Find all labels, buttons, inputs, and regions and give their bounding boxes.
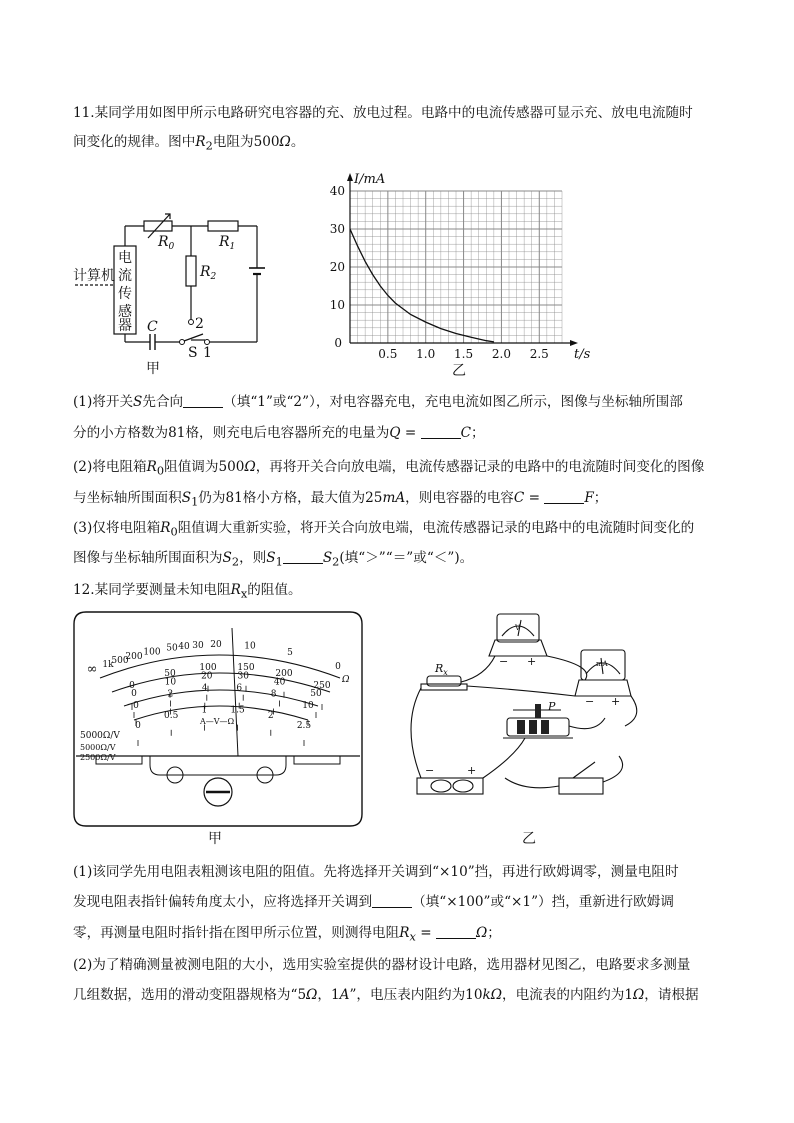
voltmeter-plus: + [527, 655, 537, 668]
voltmeter-label: V [515, 624, 521, 632]
x-axis-arrow [570, 340, 578, 346]
meter-10-scale-label: 6 [236, 683, 243, 694]
meter-10-scale-label: 8 [270, 689, 277, 700]
meter-250-scale-label: 250 [313, 681, 331, 691]
meter-50-scale-label: 50 [310, 689, 322, 699]
battery-minus: − [425, 764, 435, 777]
meter-2.5-scale-label: 2 [267, 710, 274, 721]
meter-10-scale-label: 4 [201, 683, 208, 694]
x-tick-label: 1.5 [454, 347, 474, 361]
meter-ohm-scale-label: 10 [244, 641, 256, 652]
q12-part1-line3: 零，再测量电阻时指针指在图甲所示位置，则测得电阻$R_x = \Omega$； [73, 925, 501, 944]
q11-part3-line1: (3)仅将电阻箱$R_0$阻值调大重新实验，将开关合向放电端，电流传感器记录的电路中的电流随时间变化的 [73, 520, 695, 539]
meter-50-scale-label: 40 [273, 677, 286, 688]
computer-label: 计算机 [73, 268, 115, 284]
meter-50-scale-label: 0 [131, 689, 137, 699]
meter-left-label-1: 5000Ω/V [80, 731, 120, 741]
sensor-char-5: 器 [118, 318, 132, 334]
answer-blank-3[interactable] [544, 489, 584, 504]
r2-label: $R_2$ [200, 264, 217, 282]
x-tick-label: 0.5 [378, 347, 398, 361]
meter-2.5-scale-label: 0.5 [164, 710, 179, 721]
x-axis-label: t/s [574, 347, 591, 362]
meter-250-scale-label: 150 [237, 662, 255, 673]
q12-part1-line2: 发现电阻表指针偏转角度太小，应将选择开关调到 （填“×100”或“×1”）挡，重新进行欧姆调 [73, 894, 674, 910]
r1-label: $R_1$ [219, 234, 236, 252]
battery-plus: + [467, 764, 477, 777]
q12-apparatus-diagram [405, 606, 645, 806]
q11-part1-line1: (1)将开关S先合向 （填“1”或“2”），对电容器充电，充电电流如图乙所示，图像与坐标轴所围部 [73, 394, 683, 410]
meter-ohm-scale-label: 200 [125, 651, 143, 662]
q12-stem: 12.某同学要测量未知电阻$R_x$的阻值。 [73, 582, 302, 601]
sensor-char-4: 感 [118, 304, 132, 320]
meter-2.5-scale-label: 0 [135, 721, 141, 731]
meter-250-scale-label: 0 [129, 681, 135, 691]
meter-ohm-unit: Ω [342, 675, 350, 685]
terminal-1-label: 1 [203, 345, 212, 361]
discharge-curve [350, 229, 494, 342]
meter-250-scale-label: 50 [164, 668, 176, 679]
voltmeter-minus: − [499, 655, 509, 668]
r0-label: $R_0$ [158, 234, 175, 252]
meter-10-scale-label: 0 [133, 701, 139, 711]
terminal-2-label: 2 [195, 316, 204, 332]
meter-10-scale-label: 2 [167, 689, 174, 700]
meter-2.5-scale-label: 2.5 [296, 721, 312, 731]
resistor-r2 [186, 256, 196, 286]
y-tick-label: 30 [329, 222, 345, 236]
q12-part2-line1: (2)为了精确测量被测电阻的大小，选用实验室提供的器材设计电路，选用器材见图乙，电路要求多测量 [73, 957, 691, 973]
q11-part2-line1: (2)将电阻箱$R_0$阻值调为500Ω，再将开关合向放电端，电流传感器记录的电路中的电流随时间变化的图像 [73, 459, 705, 478]
meter-50-scale-label: 30 [237, 671, 249, 682]
x-tick-label: 2.0 [491, 347, 511, 361]
resistor-r1 [208, 221, 238, 231]
capacitor-label: C [147, 319, 158, 335]
q11-stem-line1: 11.某同学用如图甲所示电路研究电容器的充、放电过程。电路中的电流传感器可显示充、放电电流随时 [73, 105, 693, 121]
answer-blank-2[interactable] [421, 424, 461, 439]
meter-250-scale-label: 100 [199, 662, 217, 673]
meter-2.5-scale-label: 1 [201, 705, 208, 716]
q11-caption-jia: 甲 [146, 361, 160, 377]
meter-ohm-scale-label: 20 [210, 640, 222, 650]
y-tick-label: 20 [329, 260, 345, 274]
ammeter-plus: + [611, 695, 621, 708]
origin-label: 0 [334, 336, 342, 350]
ammeter-minus: − [585, 695, 595, 708]
q11-circuit-diagram [70, 200, 290, 380]
sensor-char-2: 流 [118, 268, 132, 284]
meter-50-scale-label: 20 [201, 671, 213, 682]
q11-current-time-chart [315, 162, 615, 362]
q12-part2-line2: 几组数据，选用的滑动变阻器规格为“5Ω，1A”，电压表内阻约为10kΩ，电流表的内阻约为1Ω，请根据 [73, 987, 699, 1003]
meter-10-scale-label: 10 [302, 701, 314, 711]
q12-caption-yi: 乙 [522, 831, 536, 847]
switch-label: S [188, 345, 198, 361]
meter-ohm-scale-label: 5 [287, 647, 293, 658]
y-tick-label: 10 [329, 298, 345, 312]
q12-multimeter-diagram [72, 610, 364, 828]
resistor-r0 [144, 221, 172, 231]
meter-ohm-scale-label: 1k [102, 660, 114, 670]
meter-250-scale-label: 200 [275, 668, 293, 679]
q11-part2-line2: 与坐标轴所围面积$S_1$仍为81格小方格，最大值为25mA，则电容器的电容C = F； [73, 490, 608, 509]
answer-blank-4[interactable] [283, 549, 323, 564]
ammeter-label: mA [596, 660, 608, 668]
x-tick-label: 2.5 [529, 347, 549, 361]
q11-stem-line2: 间变化的规律。图中$R_2$电阻为500Ω。 [73, 134, 305, 153]
meter-ohm-scale-label: 40 [178, 642, 190, 653]
y-tick-label: 40 [329, 184, 345, 198]
answer-blank-1[interactable] [183, 393, 223, 408]
meter-center-label: A—V—Ω [200, 717, 235, 726]
meter-ohm-scale-label: 500 [111, 656, 129, 666]
meter-ohm-scale-label: ∞ [86, 662, 98, 678]
q11-caption-yi: 乙 [452, 363, 466, 379]
meter-2.5-scale-label: 1.5 [230, 705, 245, 716]
answer-blank-6[interactable] [436, 924, 476, 939]
meter-ohm-scale-label: 30 [192, 640, 204, 651]
meter-left-label-2: 5000Ω/V [80, 743, 116, 752]
q11-part1-line2: 分的小方格数为81格，则充电后电容器所充的电量为Q = C； [73, 425, 485, 441]
meter-50-scale-label: 10 [164, 677, 177, 688]
sensor-char-1: 电 [118, 250, 132, 266]
meter-ohm-scale-label: 0 [335, 662, 341, 673]
answer-blank-5[interactable] [372, 893, 412, 908]
q12-caption-jia: 甲 [208, 831, 222, 847]
q11-part3-line2: 图像与坐标轴所围面积为$S_2$，则$S_1$ $S_2$(填“＞”“＝”或“＜”)。 [73, 550, 474, 569]
sensor-char-3: 传 [118, 286, 132, 302]
slider-p-label: P [548, 700, 556, 713]
y-axis-arrow [347, 173, 353, 181]
meter-ohm-scale-label: 50 [166, 643, 178, 654]
q12-part1-line1: (1)该同学先用电阻表粗测该电阻的阻值。先将选择开关调到“×10”挡，再进行欧姆调零，测量电阻时 [73, 864, 679, 880]
apparatus-rx-label: $R_x$ [435, 662, 448, 677]
y-axis-label: I/mA [354, 172, 386, 187]
meter-left-label-3: 2500Ω/V [80, 753, 116, 762]
meter-ohm-scale-label: 100 [143, 647, 161, 658]
x-tick-label: 1.0 [416, 347, 436, 361]
